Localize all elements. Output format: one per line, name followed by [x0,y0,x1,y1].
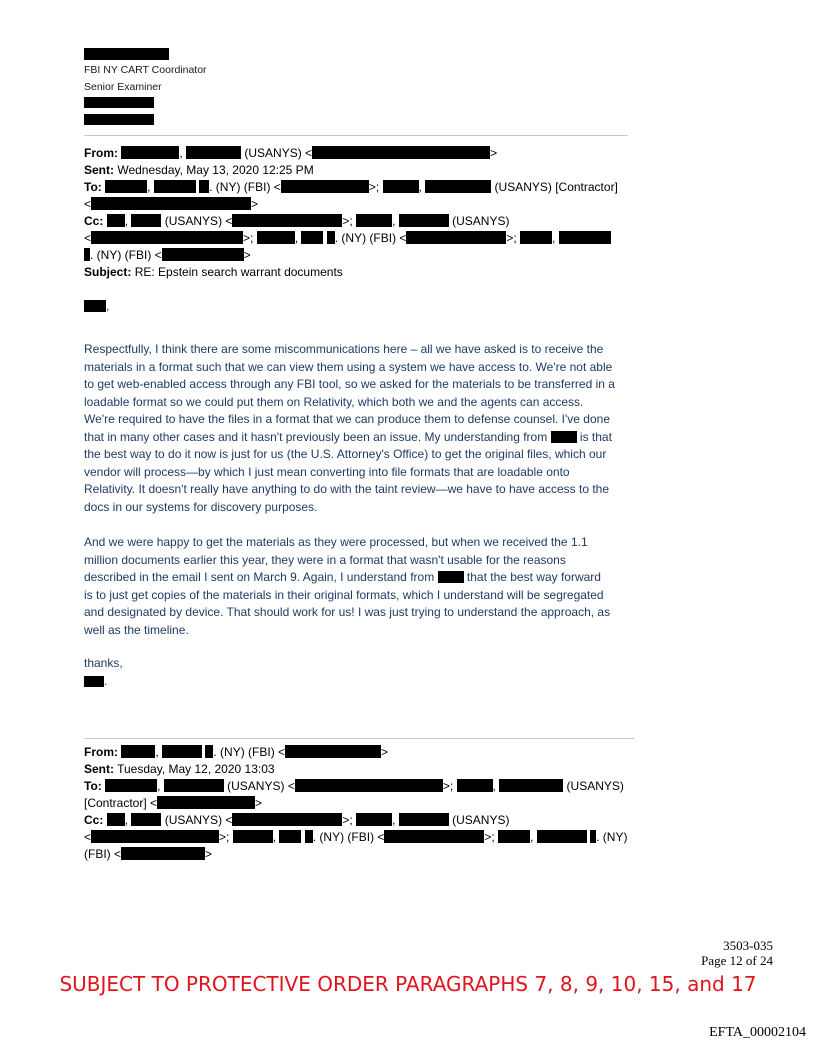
email1-greeting: , [84,298,640,316]
email1-closing: thanks, . [84,656,123,688]
email2-cc-line2: < >; , . (NY) (FBI) < >; , . (NY) [84,830,628,844]
signature-title: FBI NY CART Coordinator [84,64,207,76]
doc-reference: 3503-035 [723,938,773,953]
email2-cc-line3: (FBI) < > [84,847,213,861]
email1-paragraph-1: Respectfully, I think there are some miscommunications here – all we have asked is to receive the materials in a format such that we can view them using a system we have access to. We're not able to get web-enabled access through any FBI tool, so we asked for the materials to be transferred in a loadable format so we could put them on Relativity, which both we and the agents can access. We're required to have the files in a format that we can produce them to defense counsel. I've done that in many other cases and it hasn't previously been an issue. My understanding from is that the best way to do it now is just for us (the U.S. Attorney's Office) to get the original files, which our vendor will process—by which I just mean converting into file formats that are loadable onto Relativity. It doesn't really have anything to do with the taint review—we have to have access to the docs in our systems for discovery purposes. [84,342,615,514]
page-number: Page 12 of 24 [701,953,773,968]
protective-order-notice: SUBJECT TO PROTECTIVE ORDER PARAGRAPHS 7, 8, 9, 10, 15, and 17 [59,972,757,996]
email1-from-line: From: , (USANYS) < > [84,146,498,160]
email1-cc-line2: < >; , . (NY) (FBI) < >; , [84,230,611,247]
email1-sent-date: Wednesday, May 13, 2020 12:25 PM [117,163,314,177]
redacted-phone [84,97,154,108]
email1-subject: RE: Epstein search warrant documents [134,265,343,279]
bates-number: EFTA_00002104 [709,1025,806,1040]
separator-rule [84,135,628,136]
email2-to-line2: [Contractor] < > [84,796,263,810]
signature-role: Senior Examiner [84,81,162,93]
email2-sent-line: Sent: Tuesday, May 12, 2020 13:03 [84,762,275,776]
email1-cc-line3: . (NY) (FBI) < > [84,247,251,264]
redacted-name [84,48,169,60]
email1-cc-line: Cc: , (USANYS) < >; , (USANYS) [84,214,510,228]
email1-to-line: To: , . (NY) (FBI) < >; , (USANYS) [Contractor] [84,180,618,194]
email2-cc-line: Cc: , (USANYS) < >; , (USANYS) [84,813,510,827]
redacted-email [84,114,154,125]
email2-from-line: From: , . (NY) (FBI) < > [84,745,389,759]
from-label: From: [84,146,118,160]
email1-sent-line: Sent: Wednesday, May 13, 2020 12:25 PM [84,163,314,177]
separator-rule-2 [84,738,634,739]
email2-sent-date: Tuesday, May 12, 2020 13:03 [117,762,275,776]
email1-subject-line: Subject: RE: Epstein search warrant documents [84,265,343,279]
email1-to-line2: < > [84,197,259,211]
email1-paragraph-2: And we were happy to get the materials as they were processed, but when we received the 1.1 million documents earlier this year, they were in a format that wasn't usable for the reasons described in the email I sent on March 9. Again, I understand from that the best way forward is to just get copies of the materials in their original formats, which I understand will be segregated and designated by device. That should work for us! I was just trying to understand the approach, as well as the timeline. [84,535,611,637]
email2-to-line: To: , (USANYS) < >; , (USANYS) [84,779,624,793]
